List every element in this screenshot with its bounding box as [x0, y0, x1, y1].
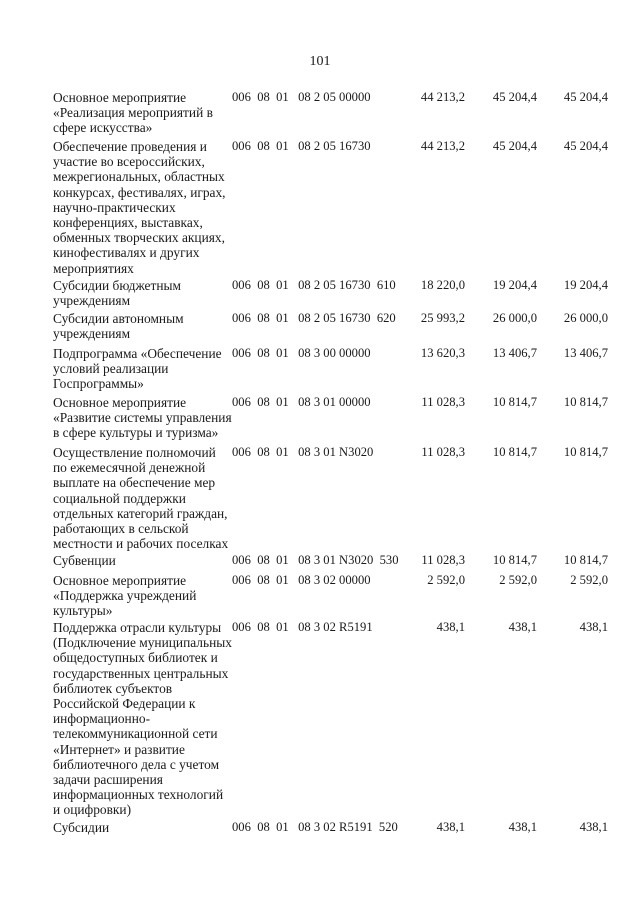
- row-value-2: 13 406,7: [492, 346, 537, 360]
- row-value-3: 2 592,0: [570, 573, 608, 587]
- row-code: 006 08 01 08 3 02 00000: [232, 573, 371, 587]
- row-description: Поддержка отрасли культуры (Подключение муниципальных общедоступных библиотек и государственных центральных библиотек субъектов Российской Федерации к информационно- телекоммуникационной сети «Интернет» и развитие библиотечного дела с учетом задачи расширения информационных технологий и оцифровки): [53, 620, 232, 818]
- row-code: 006 08 01 08 2 05 16730 620: [232, 311, 396, 325]
- row-description: Субсидии бюджетным учреждениям: [53, 278, 181, 309]
- row-value-1: 11 028,3: [421, 553, 465, 567]
- row-description: Осуществление полномочий по ежемесячной денежной выплате на обеспечение мер социальной поддержки отдельных категорий граждан, работающих в сельской местности и рабочих поселках: [53, 445, 229, 552]
- row-value-2: 26 000,0: [492, 311, 537, 325]
- row-value-2: 2 592,0: [499, 573, 537, 587]
- row-value-3: 10 814,7: [563, 445, 608, 459]
- row-description: Субвенции: [53, 553, 116, 568]
- row-description: Подпрограмма «Обеспечение условий реализации Госпрограммы»: [53, 346, 222, 392]
- row-value-2: 438,1: [508, 820, 537, 834]
- row-value-1: 11 028,3: [421, 395, 465, 409]
- row-value-3: 45 204,4: [563, 139, 608, 153]
- row-value-3: 438,1: [579, 620, 608, 634]
- row-value-1: 25 993,2: [420, 311, 465, 325]
- row-value-3: 438,1: [579, 820, 608, 834]
- row-value-1: 44 213,2: [420, 139, 465, 153]
- row-code: 006 08 01 08 2 05 16730 610: [232, 278, 396, 292]
- row-value-3: 10 814,7: [563, 395, 608, 409]
- row-value-3: 26 000,0: [563, 311, 608, 325]
- row-description: Основное мероприятие «Поддержка учреждений культуры»: [53, 573, 197, 619]
- row-description: Субсидии автономным учреждениям: [53, 311, 184, 342]
- row-value-2: 45 204,4: [492, 90, 537, 104]
- row-code: 006 08 01 08 3 00 00000: [232, 346, 371, 360]
- row-value-1: 2 592,0: [427, 573, 465, 587]
- row-code: 006 08 01 08 3 01 N3020: [232, 445, 374, 459]
- row-code: 006 08 01 08 2 05 16730: [232, 139, 371, 153]
- row-value-2: 19 204,4: [492, 278, 537, 292]
- row-code: 006 08 01 08 3 02 R5191: [232, 620, 373, 634]
- row-value-1: 438,1: [436, 820, 465, 834]
- page-number: 101: [309, 54, 331, 69]
- row-code: 006 08 01 08 3 01 00000: [232, 395, 371, 409]
- row-description: Основное мероприятие «Развитие системы управления в сфере культуры и туризма»: [53, 395, 232, 441]
- row-value-2: 10 814,7: [492, 445, 537, 459]
- row-value-1: 44 213,2: [420, 90, 465, 104]
- row-value-1: 11 028,3: [421, 445, 465, 459]
- row-value-2: 10 814,7: [492, 395, 537, 409]
- row-value-1: 438,1: [436, 620, 465, 634]
- row-value-3: 45 204,4: [563, 90, 608, 104]
- row-value-3: 19 204,4: [563, 278, 608, 292]
- row-value-1: 13 620,3: [420, 346, 465, 360]
- row-value-2: 438,1: [508, 620, 537, 634]
- row-description: Основное мероприятие «Реализация мероприятий в сфере искусства»: [53, 90, 213, 136]
- row-value-2: 10 814,7: [492, 553, 537, 567]
- row-value-3: 13 406,7: [563, 346, 608, 360]
- row-description: Субсидии: [53, 820, 110, 835]
- row-code: 006 08 01 08 3 02 R5191 520: [232, 820, 398, 834]
- row-description: Обеспечение проведения и участие во всероссийских, межрегиональных, областных конкурсах, фестивалях, играх, научно-практических конференциях, выставках, обменных творческих акциях, кинофестивалях и других мероприятиях: [53, 139, 226, 276]
- row-value-2: 45 204,4: [492, 139, 537, 153]
- row-code: 006 08 01 08 3 01 N3020 530: [232, 553, 399, 567]
- row-code: 006 08 01 08 2 05 00000: [232, 90, 371, 104]
- row-value-3: 10 814,7: [563, 553, 608, 567]
- row-value-1: 18 220,0: [420, 278, 465, 292]
